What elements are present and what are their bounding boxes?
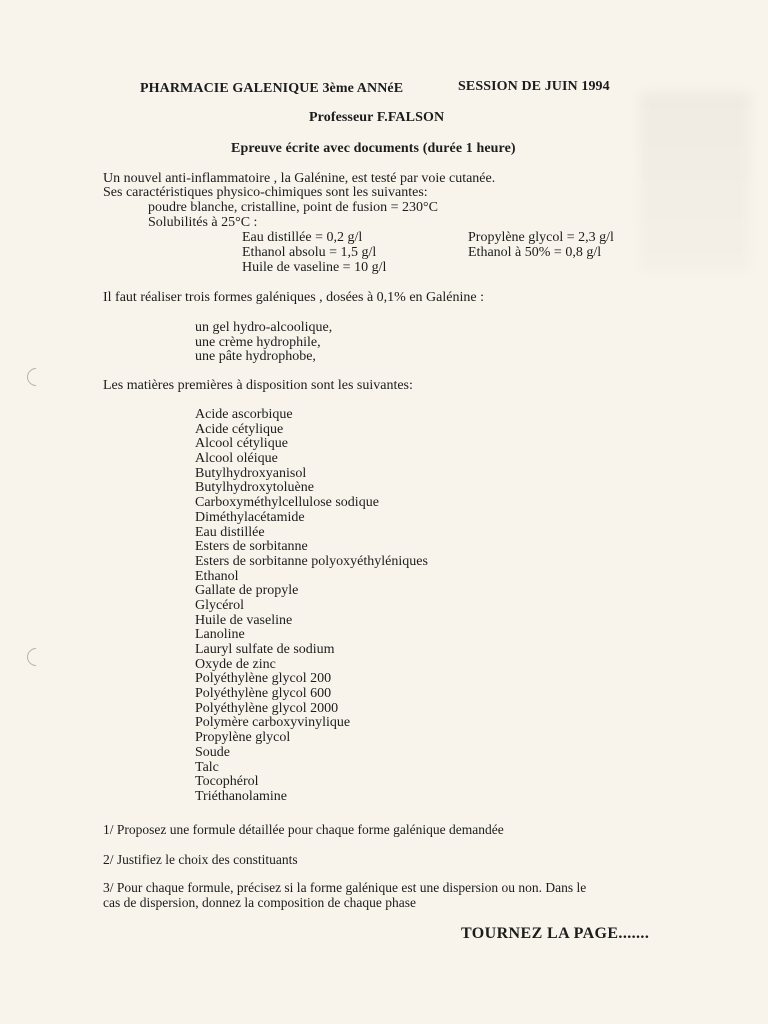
- course-title: PHARMACIE GALENIQUE 3ème ANNéE: [140, 81, 404, 96]
- question-1: 1/ Proposez une formule détaillée pour chaque forme galénique demandée: [103, 822, 504, 837]
- session-title: SESSION DE JUIN 1994: [458, 79, 610, 94]
- physico-properties: poudre blanche, cristalline, point de fusion = 230°C: [148, 200, 438, 215]
- material-item: Butylhydroxyanisol: [195, 465, 307, 481]
- question-3-line-2: cas de dispersion, donnez la composition de chaque phase: [103, 895, 417, 910]
- professor-name: Professeur F.FALSON: [309, 110, 445, 125]
- material-item: Esters de sorbitanne: [195, 539, 308, 555]
- material-item: Huile de vaseline: [195, 612, 293, 628]
- material-item: Polyéthylène glycol 2000: [195, 700, 339, 716]
- material-item: Oxyde de zinc: [195, 656, 276, 672]
- material-item: Gallate de propyle: [195, 583, 299, 599]
- intro-line-2: Ses caractéristiques physico-chimiques sont les suivantes:: [103, 185, 428, 200]
- material-item: Polyéthylène glycol 600: [195, 686, 332, 702]
- material-item: Polyéthylène glycol 200: [195, 671, 332, 687]
- material-item: Butylhydroxytoluène: [195, 480, 314, 496]
- material-item: Lauryl sulfate de sodium: [195, 642, 335, 657]
- material-item: Talc: [195, 759, 219, 775]
- solubility-title: Solubilités à 25°C :: [148, 215, 258, 230]
- punch-hole-bottom: [23, 644, 48, 669]
- form-item: une crème hydrophile,: [195, 335, 321, 350]
- punch-hole-top: [23, 364, 48, 389]
- bleed-through-shadow: [640, 92, 750, 272]
- forms-intro: Il faut réaliser trois formes galéniques , dosées à 0,1% en Galénine :: [103, 290, 484, 305]
- material-item: Lanoline: [195, 627, 245, 643]
- form-item: un gel hydro-alcoolique,: [195, 320, 333, 335]
- material-item: Alcool cétylique: [195, 436, 288, 452]
- solubility-right-2: Ethanol à 50% = 0,8 g/l: [468, 245, 602, 260]
- material-item: Glycérol: [195, 597, 244, 613]
- materials-list: [195, 408, 428, 805]
- material-item: Acide cétylique: [195, 421, 284, 437]
- intro-line-1: Un nouvel anti-inflammatoire , la Galénine, est testé par voie cutanée.: [103, 171, 496, 186]
- question-3-line-1: 3/ Pour chaque formule, précisez si la forme galénique est une dispersion ou non. Dans le: [103, 880, 587, 895]
- exam-type: Epreuve écrite avec documents (durée 1 heure): [231, 141, 516, 156]
- material-item: Eau distillée: [195, 524, 265, 540]
- material-item: Triéthanolamine: [195, 788, 288, 804]
- solubility-left-3: Huile de vaseline = 10 g/l: [242, 260, 387, 275]
- solubility-left-1: Eau distillée = 0,2 g/l: [242, 230, 363, 245]
- materials-intro: Les matières premières à disposition sont les suivantes:: [103, 378, 413, 393]
- material-item: Polymère carboxyvinylique: [195, 715, 351, 731]
- question-2: 2/ Justifiez le choix des constituants: [103, 852, 298, 867]
- material-item: Esters de sorbitanne polyoxyéthyléniques: [195, 553, 428, 569]
- turn-page-notice: TOURNEZ LA PAGE.......: [461, 925, 650, 942]
- material-item: Alcool oléique: [195, 451, 278, 467]
- material-item: Acide ascorbique: [195, 407, 293, 422]
- material-item: Propylène glycol: [195, 730, 291, 746]
- material-item: Tocophérol: [195, 774, 259, 790]
- material-item: Diméthylacétamide: [195, 509, 305, 525]
- form-item: une pâte hydrophobe,: [195, 349, 316, 364]
- material-item: Ethanol: [195, 568, 239, 584]
- solubility-right-1: Propylène glycol = 2,3 g/l: [468, 230, 614, 245]
- solubility-left-2: Ethanol absolu = 1,5 g/l: [242, 245, 377, 260]
- material-item: Soude: [195, 744, 230, 760]
- material-item: Carboxyméthylcellulose sodique: [195, 495, 379, 511]
